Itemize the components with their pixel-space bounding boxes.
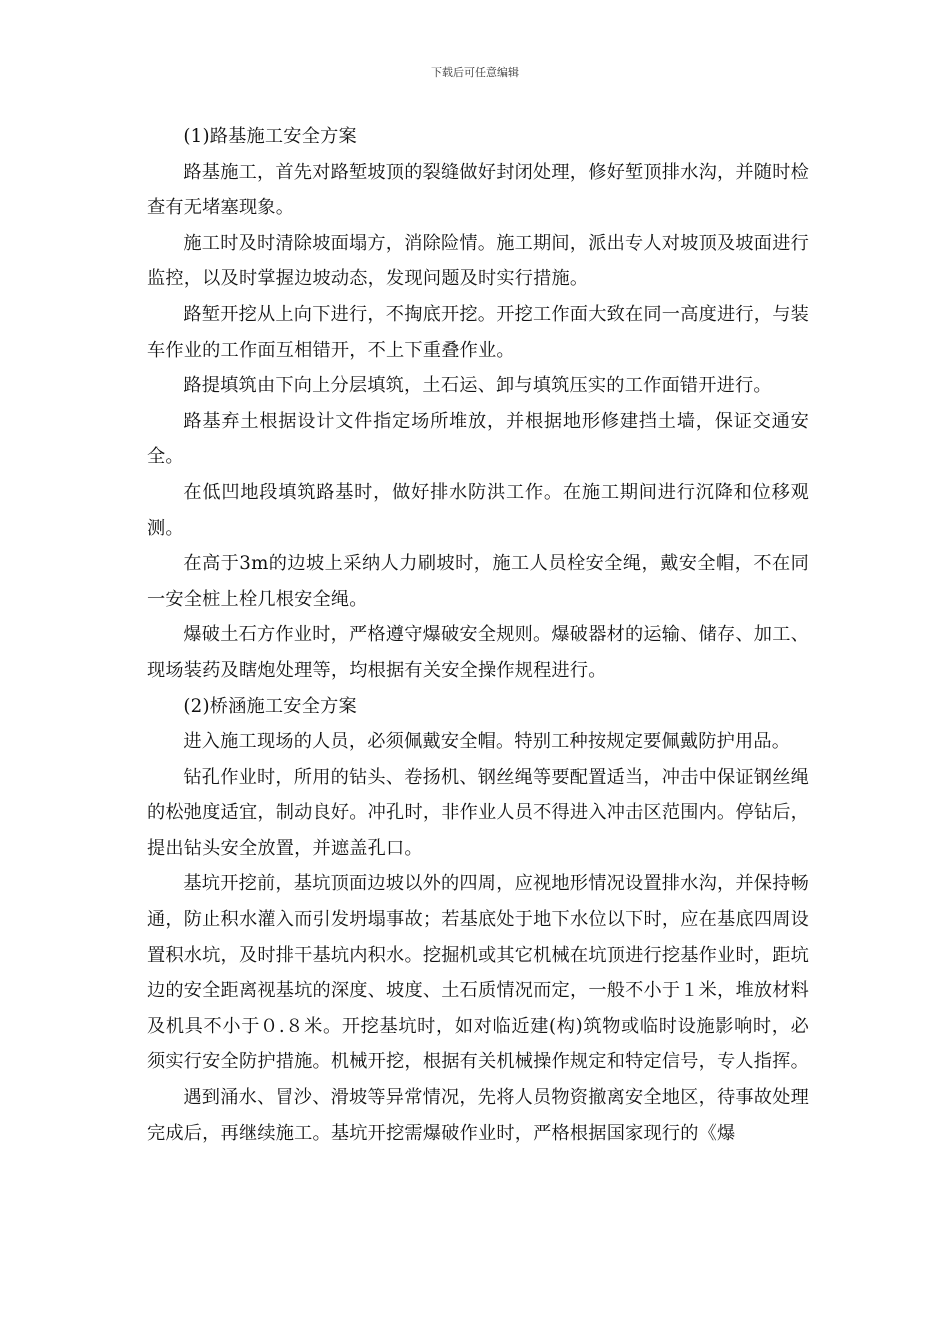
paragraph: 爆破土石方作业时，严格遵守爆破安全规则。爆破器材的运输、储存、加工、现场装药及瞎炮处理等，均根据有关安全操作规程进行。	[147, 624, 809, 681]
document-body	[147, 119, 809, 1151]
paragraph: 路提填筑由下向上分层填筑，土石运、卸与填筑压实的工作面错开进行。	[183, 375, 772, 397]
paragraph: 路基弃土根据设计文件指定场所堆放，并根据地形修建挡土墙，保证交通安全。	[147, 410, 809, 468]
paragraph: 在高于3m的边坡上采纳人力刷坡时，施工人员栓安全绳，戴安全帽，不在同一安全桩上栓几根安全绳。	[147, 553, 809, 610]
section-heading: (1)路基施工安全方案	[183, 126, 357, 147]
paragraph: 遇到涌水、冒沙、滑坡等异常情况，先将人员物资撤离安全地区，待事故处理完成后，再继续施工。基坑开挖需爆破作业时，严格根据国家现行的《爆	[147, 1087, 809, 1144]
paragraph: 在低凹地段填筑路基时，做好排水防洪工作。在施工期间进行沉降和位移观测。	[147, 481, 809, 539]
paragraph: 路基施工，首先对路堑坡顶的裂缝做好封闭处理，修好堑顶排水沟，并随时检查有无堵塞现象。	[147, 161, 809, 219]
paragraph: 进入施工现场的人员，必须佩戴安全帽。特别工种按规定要佩戴防护用品。	[183, 731, 791, 753]
section-heading: (2)桥涵施工安全方案	[183, 695, 357, 717]
paragraph: 施工时及时清除坡面塌方，消除险情。施工期间，派出专人对坡顶及坡面进行监控，以及时掌握边坡动态，发现问题及时实行措施。	[147, 232, 809, 290]
paragraph: 钻孔作业时，所用的钻头、卷扬机、钢丝绳等要配置适当，冲击中保证钢丝绳的松弛度适宜，制动良好。冲孔时，非作业人员不得进入冲击区范围内。停钻后，提出钻头安全放置，并遮盖孔口。	[147, 766, 809, 859]
paragraph: 路堑开挖从上向下进行，不掏底开挖。开挖工作面大致在同一高度进行，与装车作业的工作面互相错开，不上下重叠作业。	[147, 303, 809, 361]
page-header: 下载后可任意编辑	[431, 66, 519, 79]
paragraph: 基坑开挖前，基坑顶面边坡以外的四周，应视地形情况设置排水沟，并保持畅通，防止积水灌入而引发坍塌事故；若基底处于地下水位以下时，应在基底四周设置积水坑，及时排干基坑内积水。挖掘机或其它机械在坑顶进行挖基作业时，距坑边的安全距离视基坑的深度、坡度、土石质情况而定，一般不小于１米，堆放材料及机具不小于０.８米。开挖基坑时，如对临近建(构)筑物或临时设施影响时，必须实行安全防护措施。机械开挖，根据有关机械操作规定和特定信号，专人指挥。	[147, 873, 809, 1073]
